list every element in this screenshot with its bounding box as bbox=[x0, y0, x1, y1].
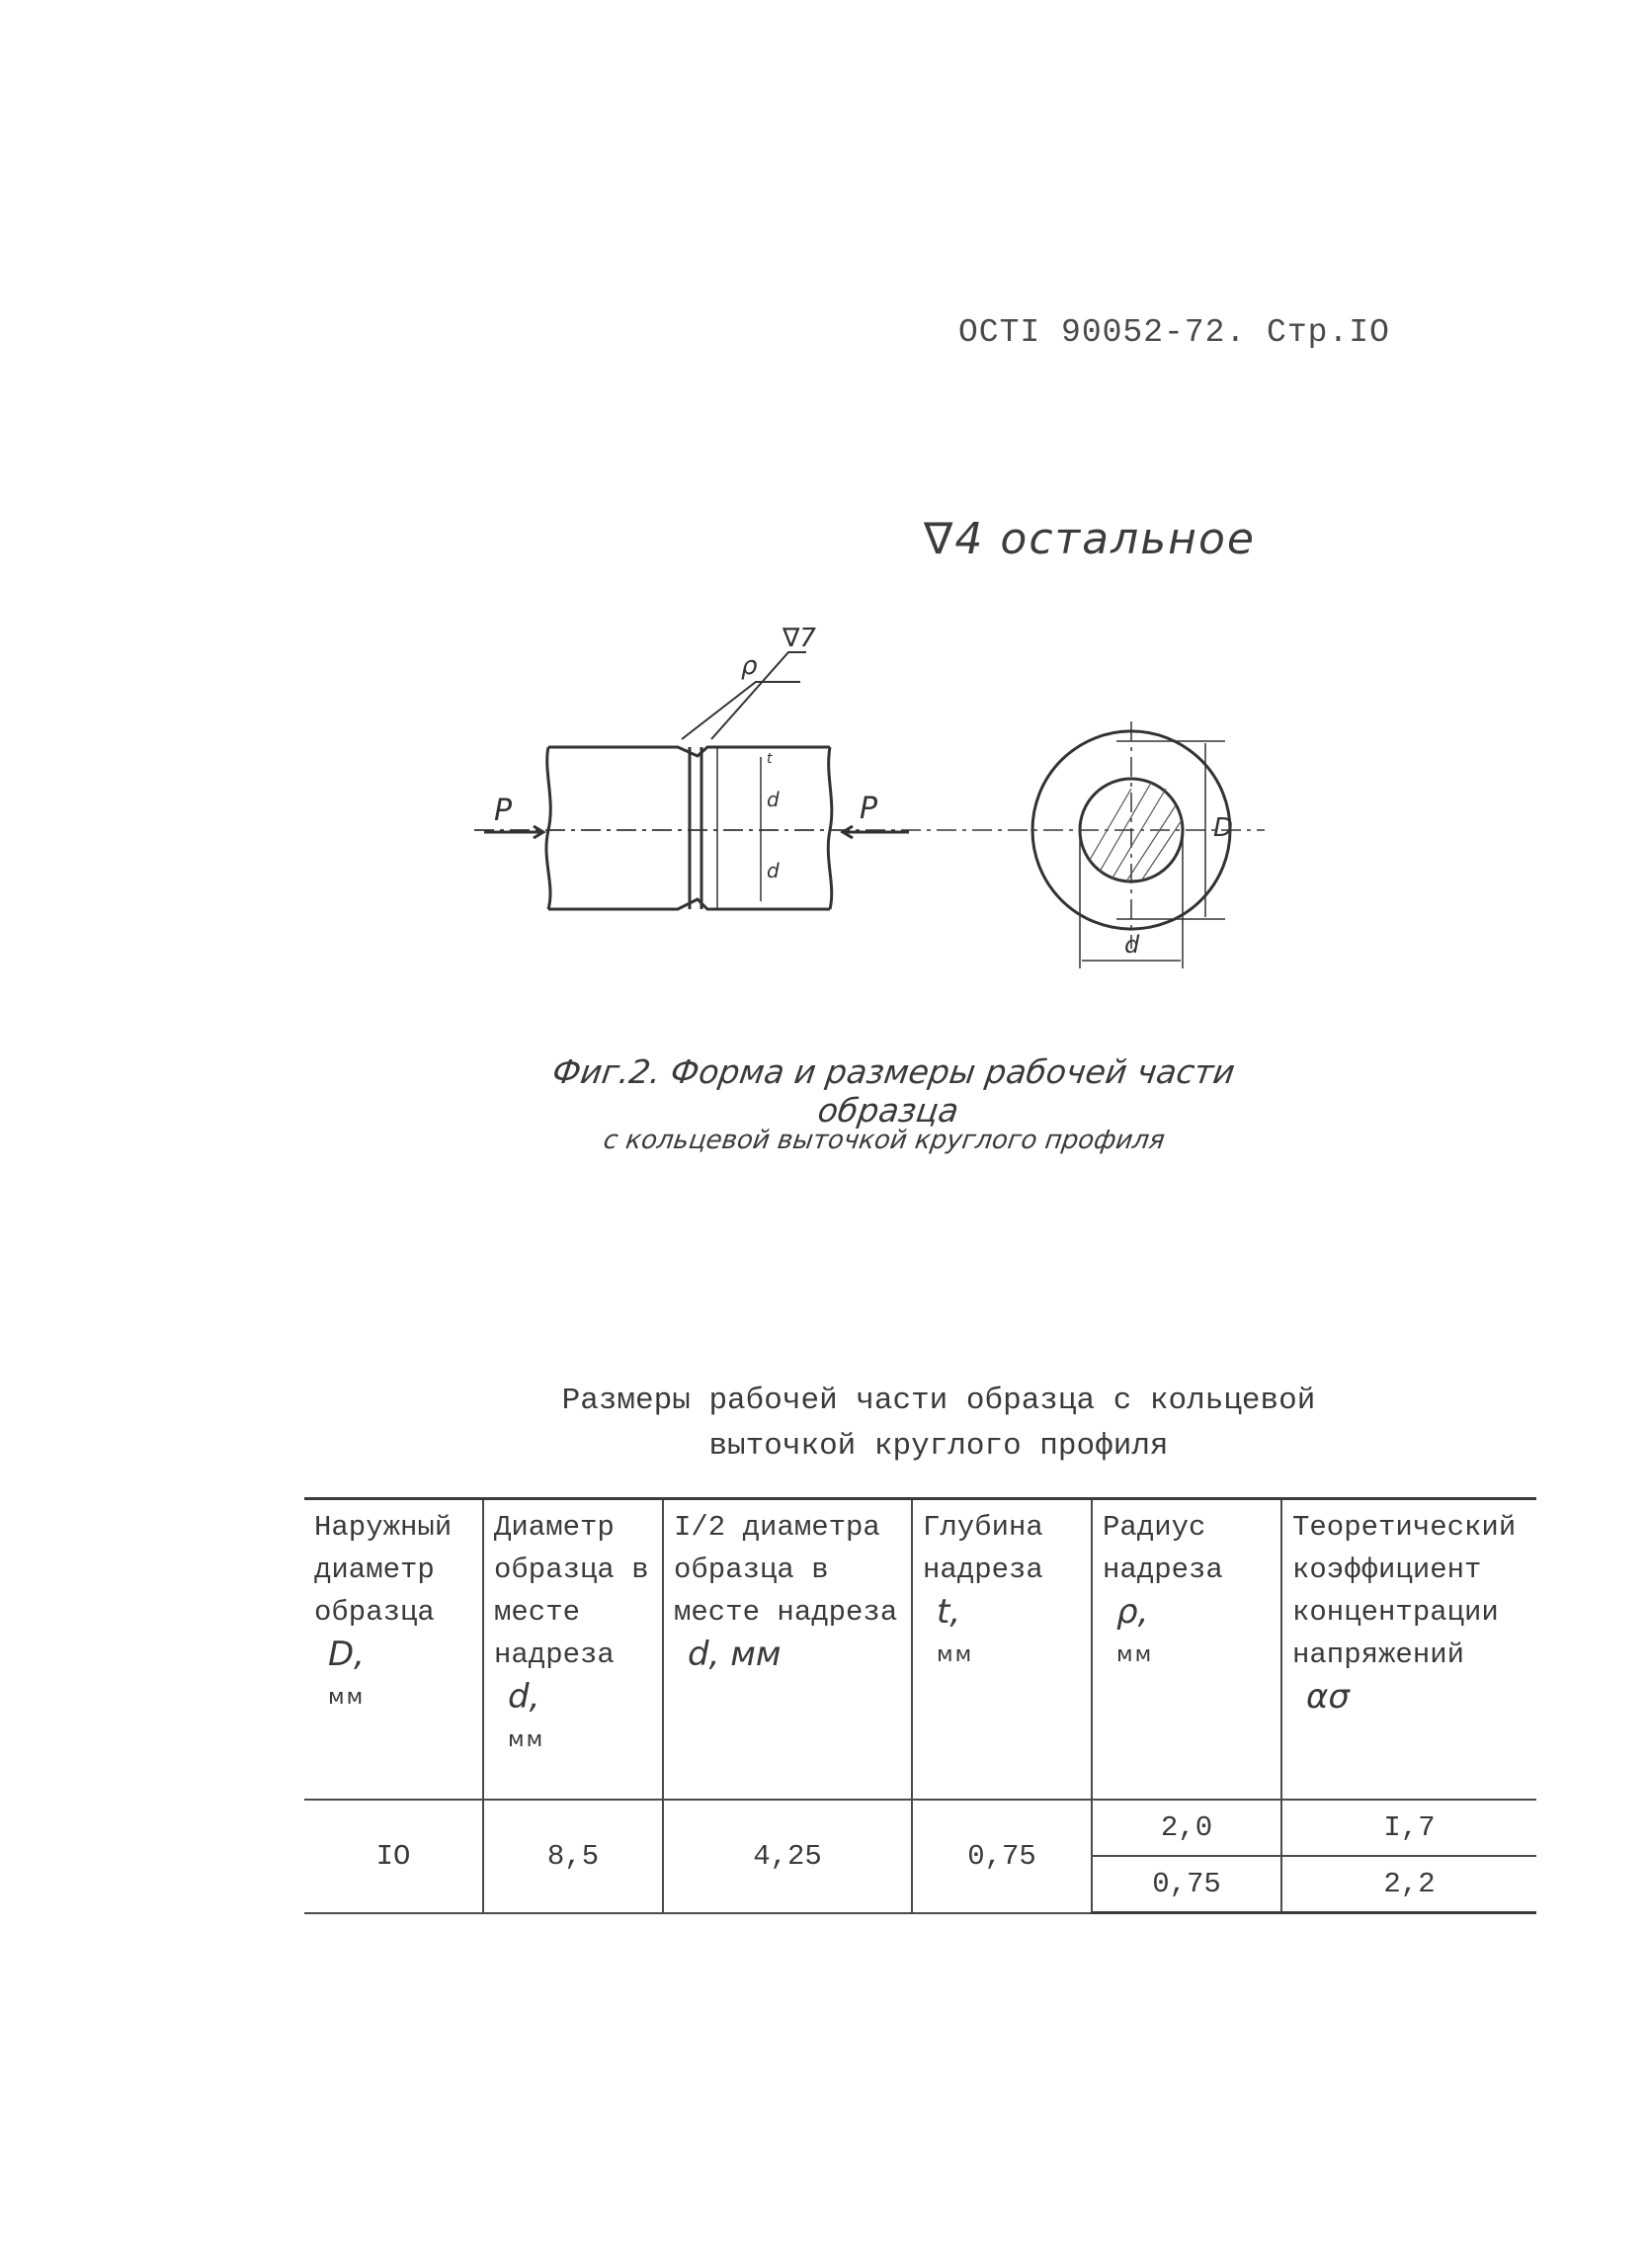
force-label-right: P bbox=[860, 792, 878, 826]
notch-roughness-label: ∇7 bbox=[782, 624, 816, 653]
figure-caption-line1: Фиг.2. Форма и размеры рабочей части образца bbox=[549, 1052, 1238, 1130]
header-notch-diameter: Диаметр образца в месте надреза d, мм bbox=[483, 1499, 663, 1801]
half-diameter-label-top: d bbox=[767, 788, 780, 811]
figure-caption bbox=[467, 1052, 1312, 1155]
cell-notch-radius: 2,0 bbox=[1092, 1800, 1281, 1856]
cell-notch-depth: 0,75 bbox=[912, 1800, 1092, 1913]
outer-diameter-label: D bbox=[1213, 813, 1234, 843]
roughness-note: ∇4 остальное bbox=[924, 514, 1256, 564]
force-label-left: P bbox=[494, 794, 513, 828]
cell-notch-diameter: 8,5 bbox=[483, 1800, 663, 1913]
document-reference: ОСТI 90052-72. Стр.IO bbox=[958, 314, 1390, 351]
cell-stress-concentration: 2,2 bbox=[1281, 1856, 1536, 1913]
inner-diameter-label: d bbox=[1124, 931, 1140, 959]
table-title bbox=[445, 1379, 1433, 1470]
header-stress-concentration: Теоретический коэффициент концентрации напряжений ασ bbox=[1281, 1499, 1536, 1801]
table-title-line2: выточкой круглого профиля bbox=[708, 1429, 1169, 1464]
notch-depth-label: t bbox=[767, 751, 773, 767]
specimen-drawing bbox=[474, 623, 1265, 998]
dimensions-table bbox=[304, 1497, 1536, 1914]
header-notch-radius: Радиус надреза ρ, мм bbox=[1092, 1499, 1281, 1801]
cell-half-diameter: 4,25 bbox=[663, 1800, 912, 1913]
header-half-diameter: I/2 диаметра образца в месте надреза d, мм bbox=[663, 1499, 912, 1801]
header-outer-diameter: Наружный диаметр образца D, мм bbox=[304, 1499, 483, 1801]
table-row bbox=[304, 1800, 1536, 1856]
figure-caption-line2: с кольцевой выточкой круглого профиля bbox=[601, 1126, 1167, 1155]
notch-radius-label: ρ bbox=[741, 651, 758, 681]
half-diameter-label-bottom: d bbox=[767, 859, 780, 882]
cell-outer-diameter: IO bbox=[304, 1800, 483, 1913]
table-title-line1: Размеры рабочей части образца с кольцевой bbox=[561, 1384, 1316, 1418]
table-header-row bbox=[304, 1499, 1536, 1801]
cell-stress-concentration: I,7 bbox=[1281, 1800, 1536, 1856]
header-notch-depth: Глубина надреза t, мм bbox=[912, 1499, 1092, 1801]
cell-notch-radius: 0,75 bbox=[1092, 1856, 1281, 1913]
